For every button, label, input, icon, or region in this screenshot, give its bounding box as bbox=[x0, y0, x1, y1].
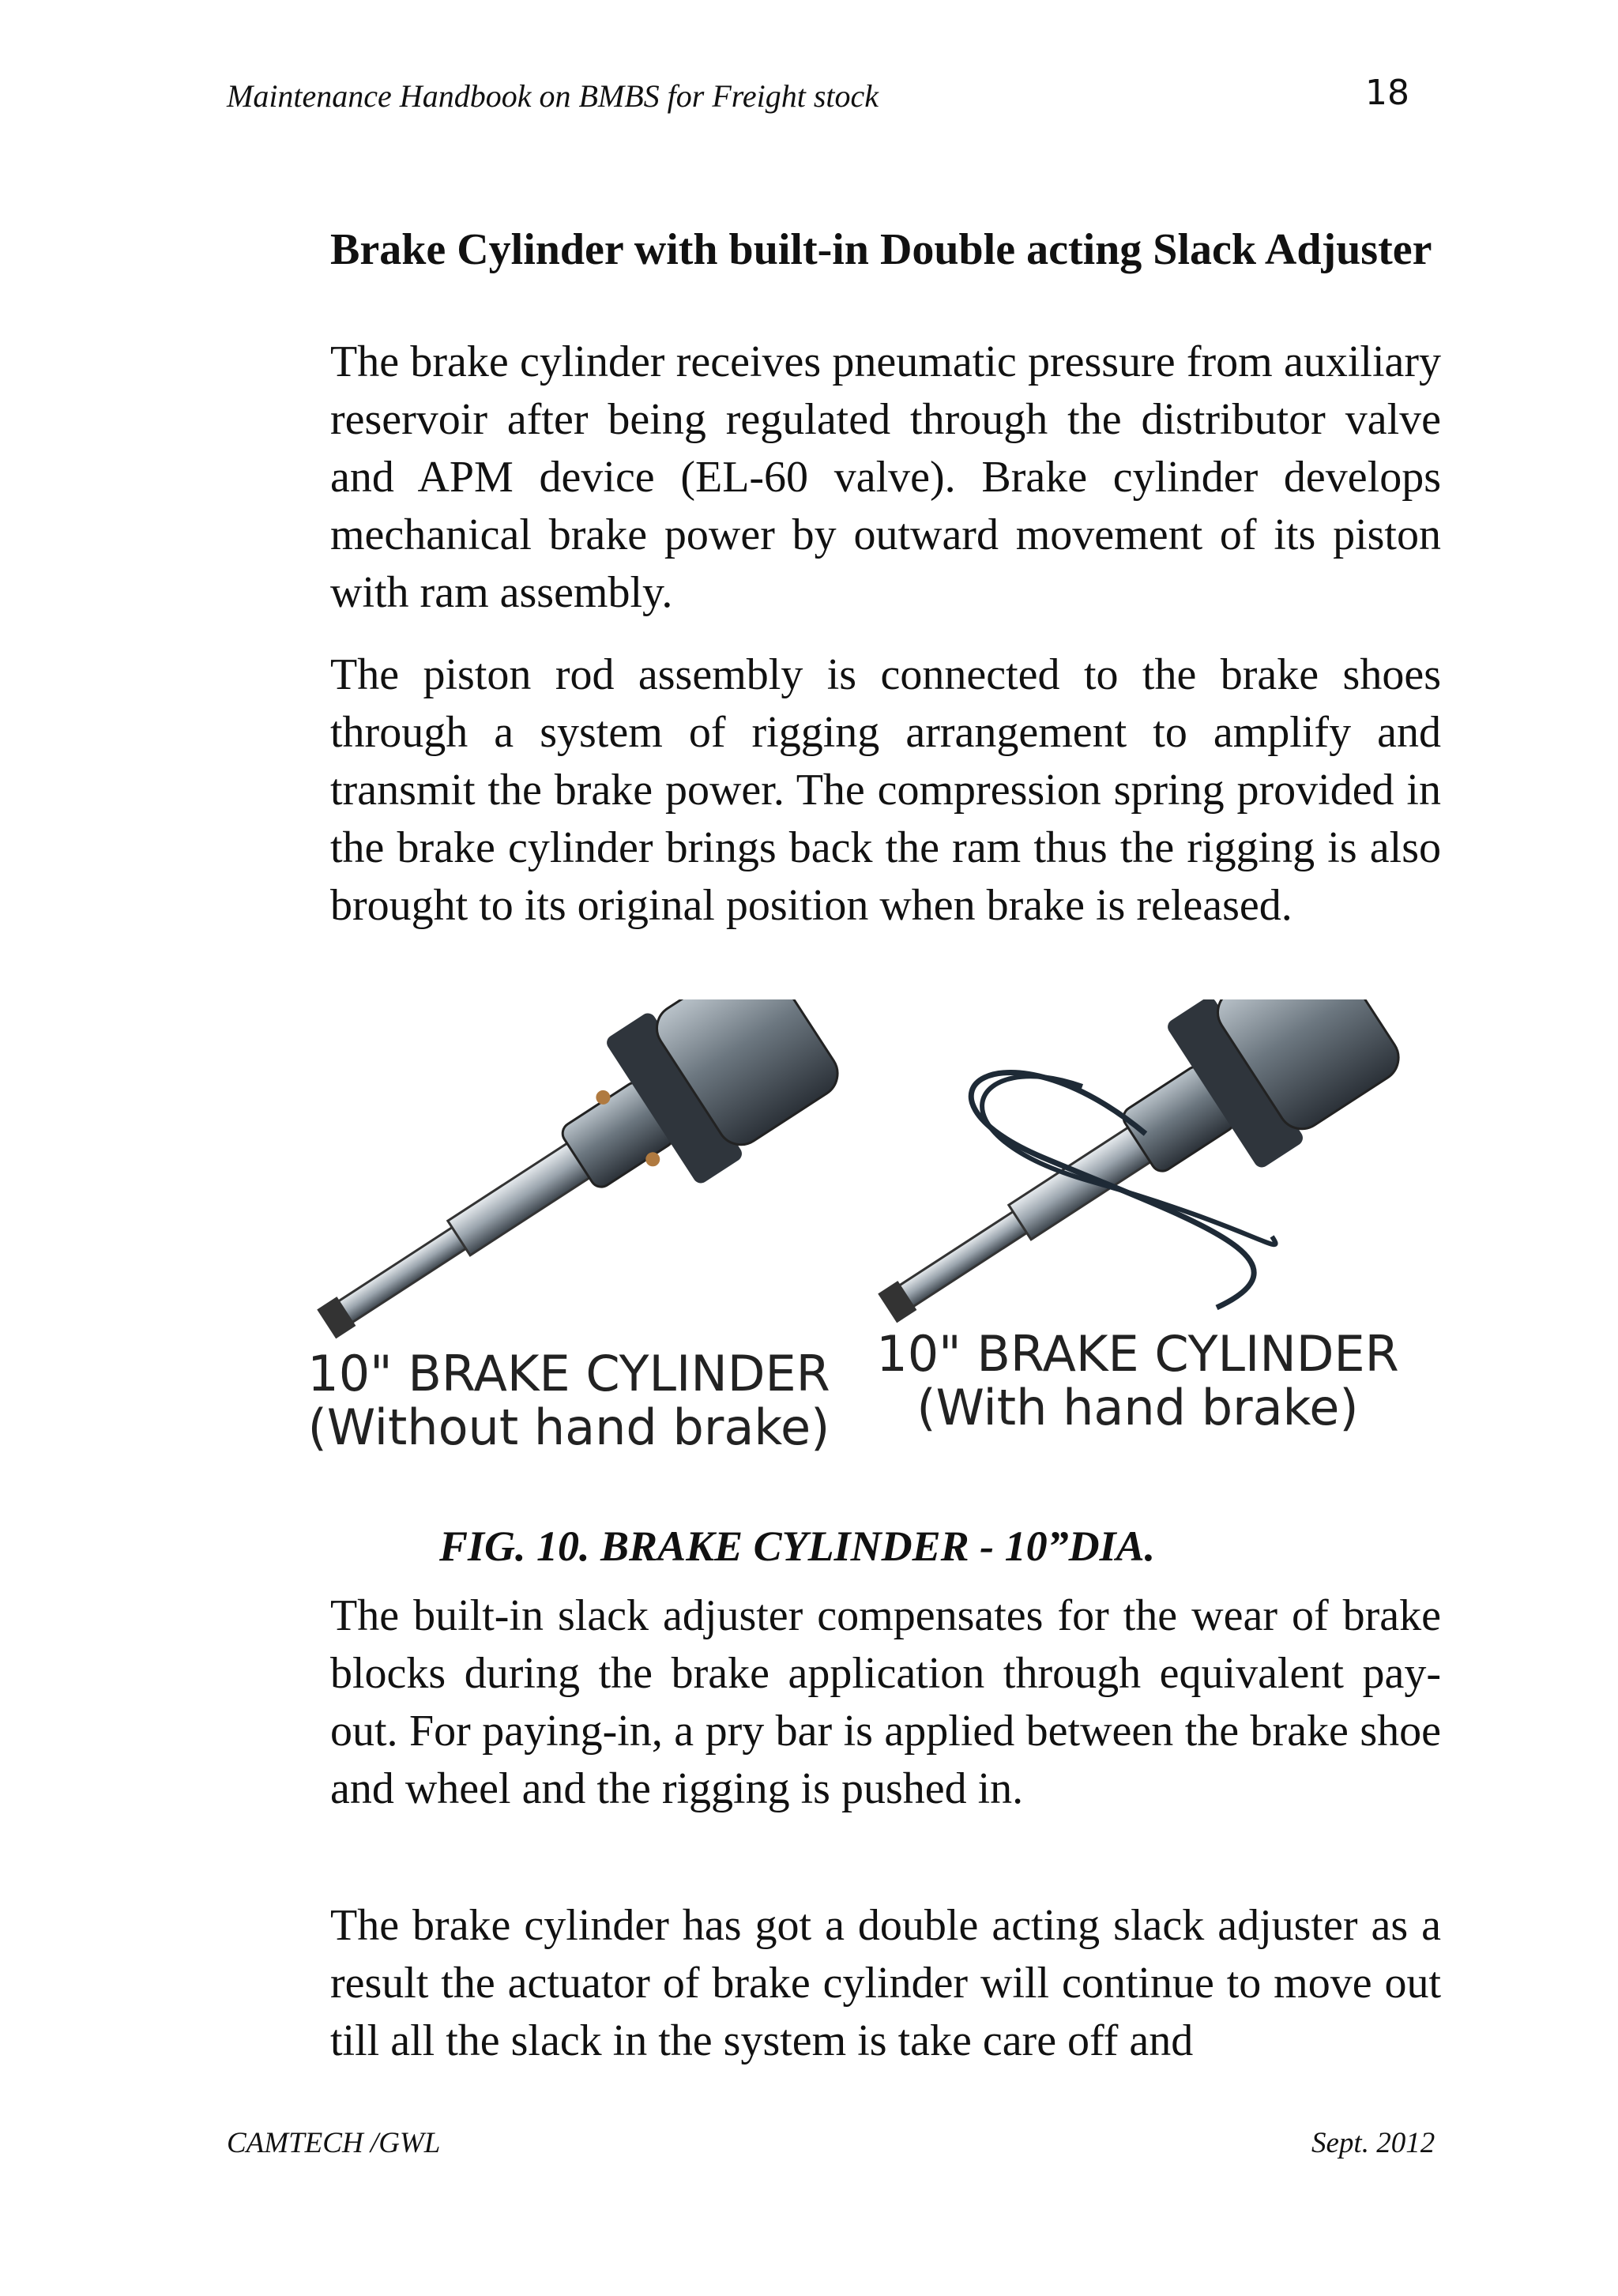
cylinder-without-hand-brake bbox=[292, 999, 851, 1397]
footer-right: Sept. 2012 bbox=[1311, 2127, 1436, 2159]
left-label-line1: 10" BRAKE CYLINDER bbox=[307, 1345, 830, 1402]
footer-left: CAMTECH /GWL bbox=[227, 2127, 441, 2159]
brake-cylinder-figure bbox=[292, 999, 1414, 1474]
figure-label-with-hand-brake bbox=[869, 1327, 1406, 1435]
right-label-line1: 10" BRAKE CYLINDER bbox=[876, 1325, 1399, 1383]
figure-label-without-hand-brake bbox=[300, 1347, 837, 1455]
figure-caption: FIG. 10. BRAKE CYLINDER - 10”DIA. bbox=[439, 1523, 1156, 1570]
paragraph-4: The brake cylinder has got a double acting slack adjuster as a result the actuator of brake cylinder will continue to move out till all the slack in the system is take care off and bbox=[330, 1901, 1441, 2065]
section-title: Brake Cylinder with built-in Double acting Slack Adjuster bbox=[330, 225, 1432, 274]
page-number: 18 bbox=[1365, 73, 1409, 113]
left-label-line2: (Without hand brake) bbox=[307, 1398, 830, 1456]
paragraph-2: The piston rod assembly is connected to the brake shoes through a system of rigging arrangement to amplify and transmit the brake power. The compression spring provided in the brake cylinder brings back the ram thus the rigging is also brought to its original position when brake is released. bbox=[330, 650, 1441, 930]
paragraph-1: The brake cylinder receives pneumatic pressure from auxiliary reservoir after being regulated through the distributor valve and APM device (EL-60 valve). Brake cylinder develops mechanical brake power by outward movement of its piston with ram assembly. bbox=[330, 337, 1441, 617]
right-label-line2: (With hand brake) bbox=[916, 1379, 1359, 1436]
header-title: Maintenance Handbook on BMBS for Freight stock bbox=[227, 78, 879, 114]
paragraph-3: The built-in slack adjuster compensates for the wear of brake blocks during the brake application through equivalent pay-out. For paying-in, a pry bar is applied between the brake shoe and wheel and the rigging is pushed in. bbox=[330, 1591, 1441, 1813]
